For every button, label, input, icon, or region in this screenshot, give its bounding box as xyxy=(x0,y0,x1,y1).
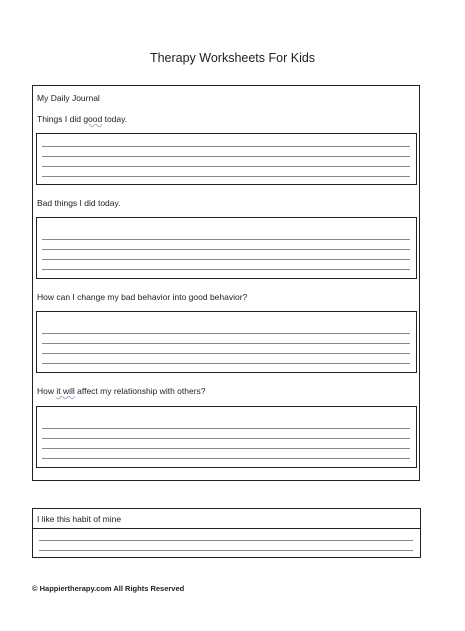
answer-box-bad-things[interactable] xyxy=(36,217,417,279)
habit-label: I like this habit of mine xyxy=(37,514,122,524)
answer-box-good-things[interactable] xyxy=(36,133,417,185)
question-label-good-things: Things I did good today. xyxy=(37,114,128,124)
copyright-footer: © Happiertherapy.com All Rights Reserved xyxy=(32,584,185,593)
answer-box-relationships[interactable] xyxy=(36,406,417,468)
question-label-relationships: How it will affect my relationship with others? xyxy=(37,386,206,396)
page-title: Therapy Worksheets For Kids xyxy=(149,51,316,65)
habit-answer-line[interactable] xyxy=(39,550,413,551)
answer-box-change-behavior[interactable] xyxy=(36,311,417,373)
daily-journal-section xyxy=(32,85,420,481)
question-label-change-behavior: How can I change my bad behavior into good behavior? xyxy=(37,292,248,302)
habit-answer-line[interactable] xyxy=(39,540,413,541)
habit-section xyxy=(32,508,421,558)
habit-header xyxy=(33,509,420,529)
journal-heading: My Daily Journal xyxy=(37,93,100,103)
question-label-bad-things: Bad things I did today. xyxy=(37,198,121,208)
